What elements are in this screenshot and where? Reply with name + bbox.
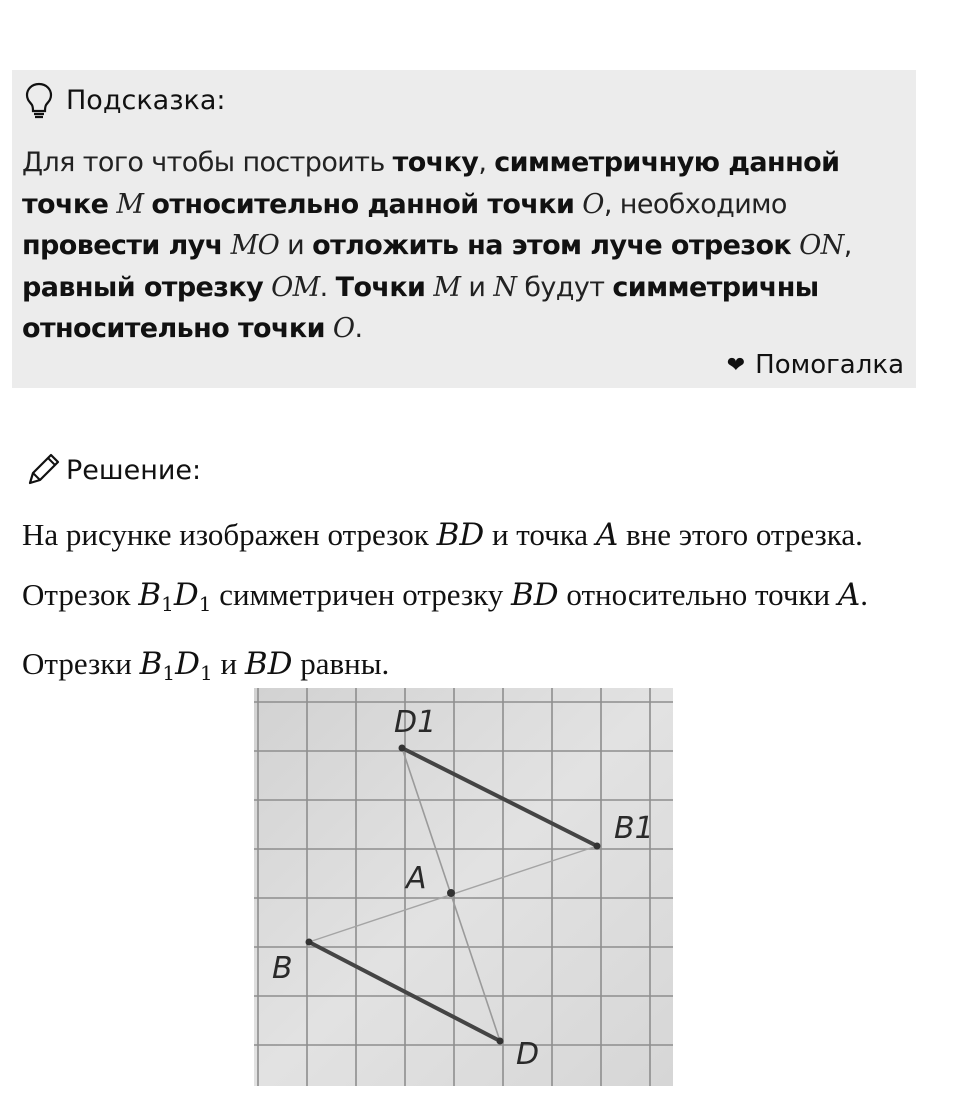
point-a — [447, 889, 455, 897]
attribution[interactable] — [727, 350, 904, 380]
solution-title: Решение: — [66, 454, 202, 486]
solution-header — [24, 450, 201, 490]
hint-text: Для того чтобы построить точку, симметричную данной точке M относительно данной точки O, необходимо провести луч MO и отложить на этом луче отрезок ON, равный отрезку OM. Точки M и N будут симметричны относительно точки O. — [22, 147, 852, 344]
hint-header — [24, 80, 226, 120]
lightbulb-icon — [24, 81, 54, 119]
point-b1 — [594, 843, 601, 850]
point-d — [497, 1038, 504, 1045]
label-d: D — [516, 1037, 540, 1072]
figure-photo — [254, 688, 673, 1086]
attribution-label: Помогалка — [755, 350, 904, 380]
symmetry-drawing — [254, 688, 673, 1086]
label-d1: D1 — [394, 705, 437, 740]
point-d1 — [399, 745, 406, 752]
solution-text: На рисунке изображен отрезок BD и точка A вне этого отрезка. Отрезок $B_1D_1$ симметричен отрезку BD относительно точки A. Отрезки $B_1D_1$ и BD равны. — [22, 517, 868, 685]
label-b: B — [272, 951, 293, 986]
pencil-icon — [24, 451, 62, 489]
point-b — [306, 939, 313, 946]
label-b1: B1 — [614, 811, 654, 846]
hint-title: Подсказка: — [66, 84, 226, 116]
label-a: A — [406, 861, 427, 896]
heart-icon: ❤ — [726, 352, 746, 378]
